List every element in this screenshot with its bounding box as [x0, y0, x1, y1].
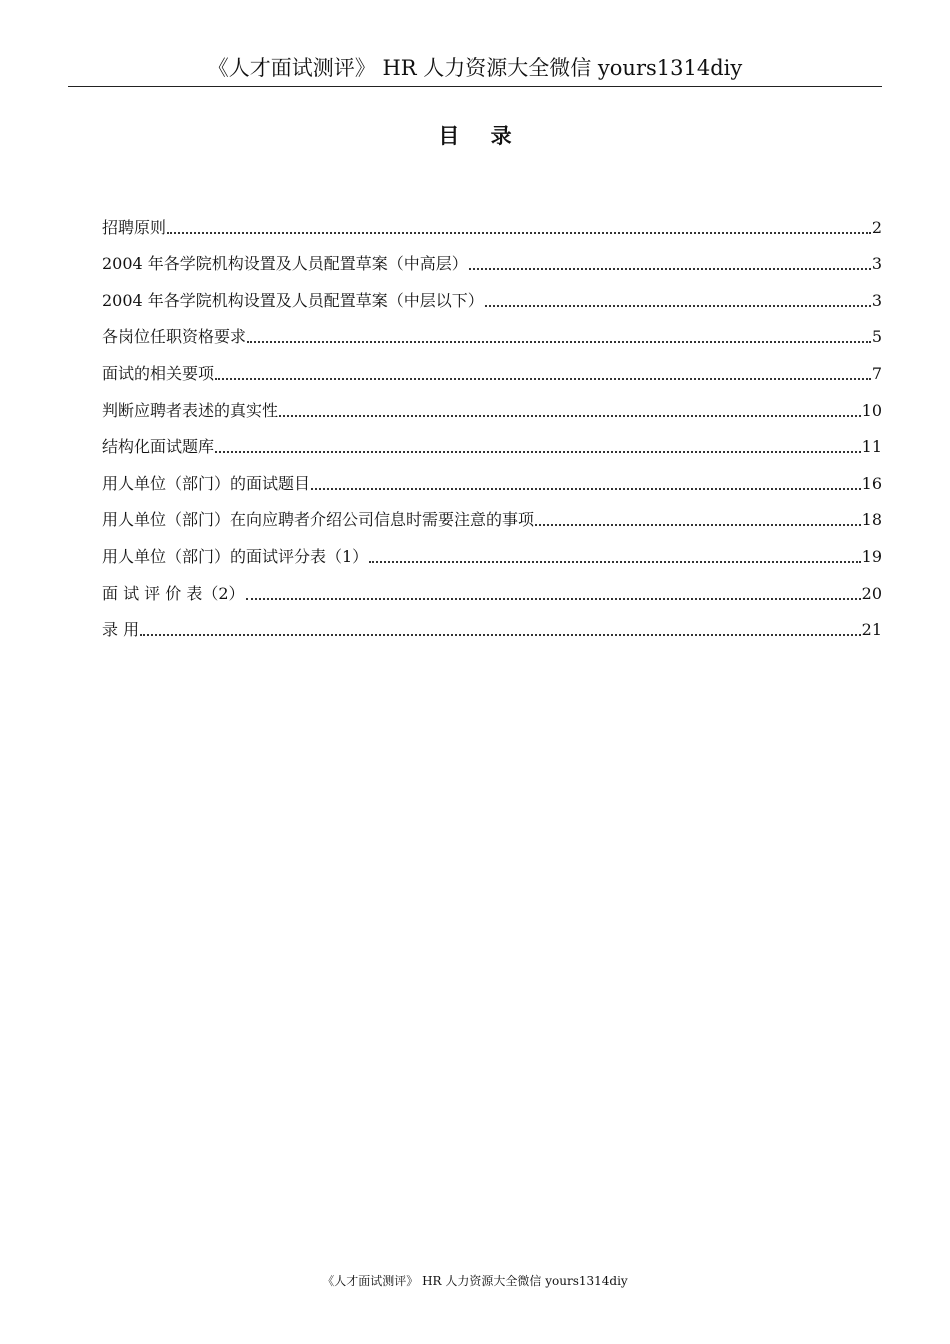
- toc-leader-dots: [140, 634, 861, 636]
- toc-entry-hiring[interactable]: [102, 609, 882, 646]
- toc-leader-dots: [247, 341, 871, 343]
- toc-entry-page: 18: [861, 510, 882, 530]
- toc-entry-page: 11: [861, 437, 882, 457]
- page-footer: [0, 1272, 950, 1289]
- toc-entry-page: 5: [871, 327, 882, 347]
- toc-leader-dots: [215, 451, 861, 453]
- toc-entry-label: 招聘原则: [102, 217, 167, 237]
- toc-entry-page: 3: [871, 254, 882, 274]
- toc-entry-company-info-notes[interactable]: [102, 499, 882, 536]
- toc-entry-label: 结构化面试题库: [102, 437, 215, 457]
- page-header: [68, 54, 882, 87]
- toc-entry-recruitment-principles[interactable]: [102, 206, 882, 243]
- toc-entry-page: 16: [861, 473, 882, 493]
- toc-leader-dots: [311, 488, 861, 490]
- toc-entry-page: 21: [861, 620, 882, 640]
- toc-entry-page: 10: [861, 400, 882, 420]
- toc-leader-dots: [279, 415, 861, 417]
- toc-entry-department-questions[interactable]: [102, 462, 882, 499]
- toc-entry-page: 19: [861, 546, 882, 566]
- toc-entry-page: 7: [871, 363, 882, 383]
- toc-entry-org-staffing-junior[interactable]: [102, 279, 882, 316]
- toc-entry-org-staffing-senior[interactable]: [102, 243, 882, 280]
- toc-leader-dots: [167, 232, 871, 234]
- toc-title: 目 录: [438, 123, 524, 148]
- header-text: 《人才面试测评》 HR 人力资源大全微信 yours1314diy: [207, 56, 743, 80]
- toc-entry-page: 20: [861, 583, 882, 603]
- toc-leader-dots: [469, 268, 871, 270]
- toc-entry-structured-question-bank[interactable]: [102, 426, 882, 463]
- toc-entry-label: 2004 年各学院机构设置及人员配置草案（中高层）: [102, 254, 468, 274]
- toc-leader-dots: [485, 305, 871, 307]
- toc-entry-job-qualifications[interactable]: [102, 316, 882, 353]
- toc-entry-label: 录 用: [102, 620, 140, 640]
- toc-entry-scoring-sheet-1[interactable]: [102, 535, 882, 572]
- table-of-contents: [102, 206, 882, 645]
- footer-text: 《人才面试测评》 HR 人力资源大全微信 yours1314diy: [322, 1274, 628, 1288]
- toc-entry-label: 面 试 评 价 表（2）: [102, 583, 245, 603]
- toc-entry-page: 3: [871, 290, 882, 310]
- toc-entry-evaluation-sheet-2[interactable]: [102, 572, 882, 609]
- toc-entry-label: 判断应聘者表述的真实性: [102, 400, 279, 420]
- toc-entry-label: 用人单位（部门）在向应聘者介绍公司信息时需要注意的事项: [102, 510, 535, 530]
- toc-leader-dots: [246, 598, 861, 600]
- toc-entry-label: 各岗位任职资格要求: [102, 327, 247, 347]
- toc-entry-label: 面试的相关要项: [102, 363, 215, 383]
- toc-entry-interview-essentials[interactable]: [102, 352, 882, 389]
- toc-entry-page: 2: [871, 217, 882, 237]
- toc-entry-judge-truthfulness[interactable]: [102, 389, 882, 426]
- toc-leader-dots: [535, 524, 861, 526]
- toc-entry-label: 用人单位（部门）的面试题目: [102, 473, 311, 493]
- toc-leader-dots: [369, 561, 860, 563]
- toc-entry-label: 2004 年各学院机构设置及人员配置草案（中层以下）: [102, 290, 484, 310]
- toc-entry-label: 用人单位（部门）的面试评分表（1）: [102, 546, 369, 566]
- toc-leader-dots: [215, 378, 871, 380]
